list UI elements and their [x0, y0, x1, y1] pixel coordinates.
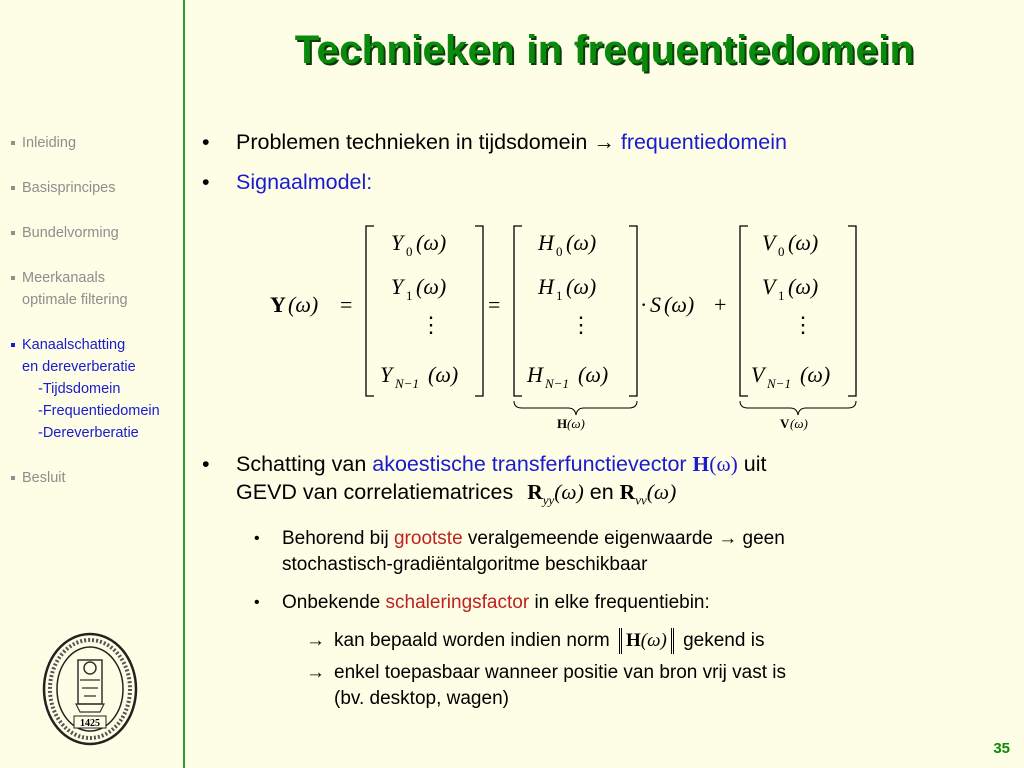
arrow-item-2: → enkel toepasbaar wanneer positie van bron vrij vast is (bv. desktop, wagen) [306, 662, 787, 710]
svg-text:H: H [527, 362, 543, 387]
svg-text:1: 1 [406, 288, 413, 303]
svg-text:·: · [640, 292, 648, 317]
bullet-icon [11, 276, 15, 280]
svg-text:N−1: N−1 [395, 376, 419, 391]
sidebar-item-inleiding[interactable]: Inleiding [10, 132, 185, 154]
bullet-icon [11, 476, 15, 480]
svg-text:0: 0 [778, 244, 785, 259]
sidebar-subitem-dereverberatie[interactable]: -Dereverberatie [38, 425, 139, 441]
bullet-2: • Signaalmodel: [202, 170, 373, 194]
sidebar-item-bundelvorming[interactable]: Bundelvorming [10, 222, 185, 244]
svg-text:(ω): (ω) [566, 274, 597, 299]
svg-text:=: = [340, 292, 353, 317]
svg-text:(ω): (ω) [800, 362, 831, 387]
svg-text:⋮: ⋮ [570, 312, 592, 337]
bullet-icon [11, 186, 15, 190]
university-seal-logo [40, 630, 140, 748]
svg-text:V: V [780, 416, 790, 431]
svg-text:(ω): (ω) [428, 362, 459, 387]
svg-text:+: + [714, 292, 727, 317]
svg-text:⋮: ⋮ [792, 312, 814, 337]
sub-bullet-2: • Onbekende schaleringsfactor in elke frequentiebin: [254, 592, 710, 614]
bullet-icon [11, 343, 15, 347]
svg-text:(ω): (ω) [578, 362, 609, 387]
svg-text:(ω): (ω) [416, 230, 447, 255]
bullet-icon [11, 141, 15, 145]
bullet-1: • Problemen technieken in tijdsdomein → frequentiedomein [202, 130, 787, 154]
svg-text:=: = [488, 292, 501, 317]
sub-bullet-1: • Behorend bij grootste veralgemeende eigenwaarde → geen stochastisch-gradiëntalgoritme beschikbaar [254, 528, 785, 576]
svg-text:(ω): (ω) [790, 416, 808, 431]
arrow-item-1: → kan bepaald worden indien norm H(ω) gekend is [200, 628, 1000, 654]
slide-content [200, 128, 1000, 208]
svg-text:V: V [751, 362, 765, 387]
svg-text:Y: Y [270, 292, 286, 317]
page-title: Technieken in frequentiedomein [294, 28, 915, 72]
svg-text:(ω): (ω) [416, 274, 447, 299]
svg-text:V: V [762, 274, 776, 299]
sidebar [0, 0, 184, 768]
svg-text:(ω): (ω) [288, 292, 319, 317]
page-number: 35 [993, 740, 1010, 757]
svg-text:(ω): (ω) [664, 292, 695, 317]
svg-text:Y: Y [391, 274, 404, 299]
svg-text:0: 0 [406, 244, 413, 259]
svg-text:Y: Y [391, 230, 404, 255]
svg-text:N−1: N−1 [545, 376, 569, 391]
svg-text:(ω): (ω) [788, 230, 819, 255]
sidebar-item-basisprincipes[interactable]: Basisprincipes [10, 177, 185, 199]
bullet-icon [11, 231, 15, 235]
svg-text:(ω): (ω) [567, 416, 585, 431]
seal-year: 1425 [80, 718, 100, 729]
svg-text:N−1: N−1 [767, 376, 791, 391]
sidebar-nav [10, 132, 185, 512]
svg-text:H: H [538, 230, 554, 255]
sidebar-subitem-tijdsdomein[interactable]: -Tijdsdomein [38, 381, 121, 397]
svg-text:(ω): (ω) [788, 274, 819, 299]
svg-text:V: V [762, 230, 776, 255]
svg-text:1: 1 [556, 288, 563, 303]
sidebar-item-kanaalschatting[interactable]: Kanaalschatting en dereverberatie -Tijdsdomein -Frequentiedomein -Dereverberatie [10, 334, 185, 444]
slide-content-lower [200, 450, 1000, 718]
sidebar-item-besluit[interactable]: Besluit [10, 467, 185, 489]
svg-text:H: H [538, 274, 554, 299]
norm-expression: H(ω) [619, 628, 674, 654]
sidebar-subitem-frequentiedomein[interactable]: -Frequentiedomein [38, 403, 160, 419]
sidebar-divider [183, 0, 185, 768]
svg-text:Y: Y [380, 362, 393, 387]
svg-text:(ω): (ω) [566, 230, 597, 255]
bullet-3: • Schatting van akoestische transferfunctievector H(ω) uit GEVD van correlatiematrices $R_{yy}(\omega)$ en $R_{vv}(\omega)$ [202, 452, 767, 508]
signal-model-equation [270, 218, 870, 433]
svg-text:⋮: ⋮ [420, 312, 442, 337]
svg-text:H: H [557, 416, 568, 431]
sidebar-item-meerkanaals[interactable]: Meerkanaals optimale filtering [10, 267, 185, 311]
svg-text:1: 1 [778, 288, 785, 303]
svg-text:S: S [650, 292, 661, 317]
svg-text:0: 0 [556, 244, 563, 259]
